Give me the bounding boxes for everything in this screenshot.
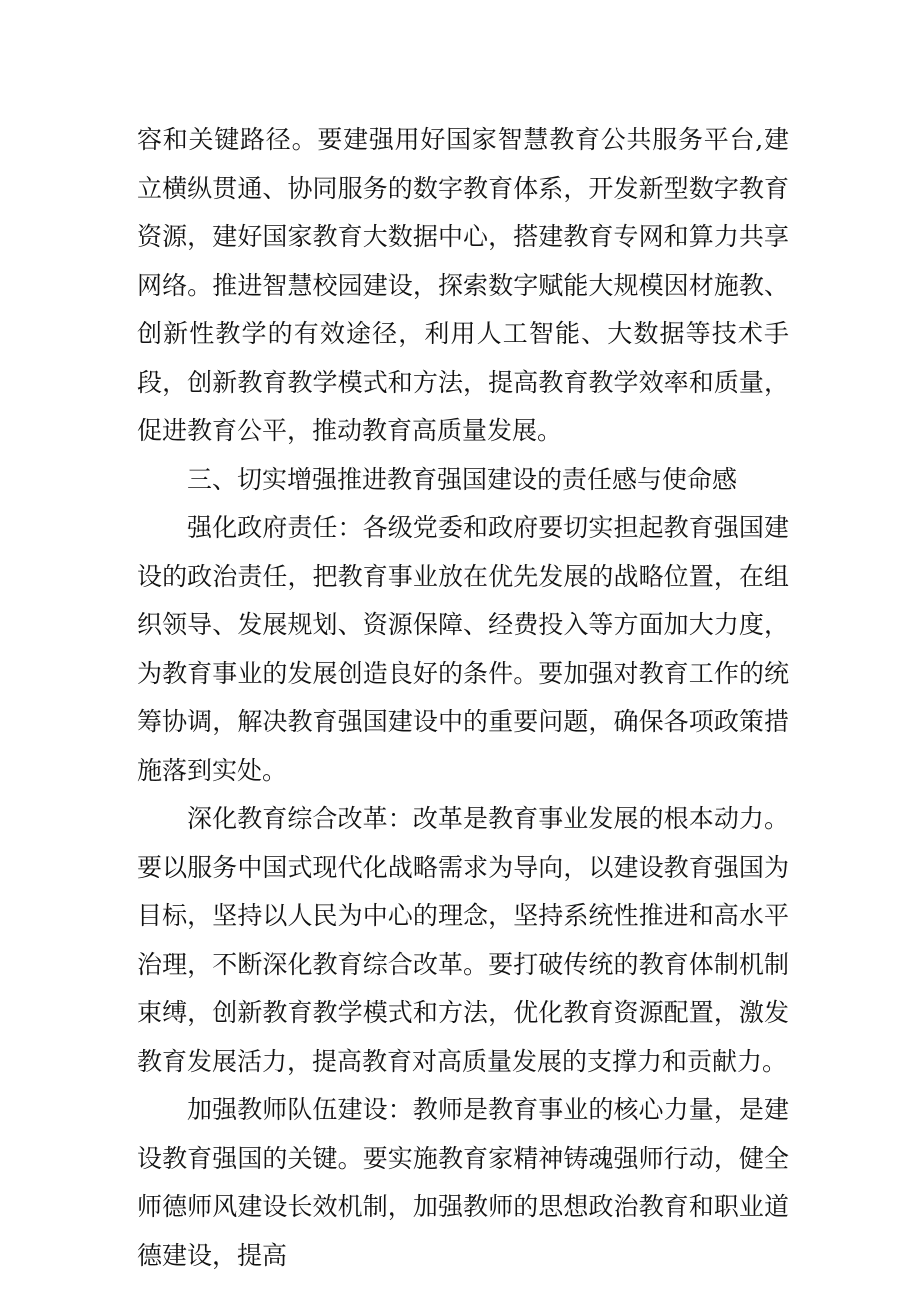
document-body (137, 116, 789, 1280)
section-heading: 三、切实增强推进教育强国建设的责任感与使命感 (187, 464, 738, 494)
paragraph-education-reform: 深化教育综合改革：改革是教育事业发展的根本动力。要以服务中国式现代化战略需求为导向，以建设教育强国为目标，坚持以人民为中心的理念，坚持系统性推进和高水平治理，不断深化教育综合改革。要打破传统的教育体制机制束缚，创新教育教学模式和方法，优化教育资源配置，激发教育发展活力，提高教育对高质量发展的支撑力和贡献力。 (137, 804, 789, 1076)
paragraph-teacher-development: 加强教师队伍建设：教师是教育事业的核心力量，是建设教育强国的关键。要实施教育家精神铸魂强师行动，健全师德师风建设长效机制，加强教师的思想政治教育和职业道德建设，提高 (137, 1095, 789, 1270)
paragraph-continuation: 容和关键路径。要建强用好国家智慧教育公共服务平台,建立横纵贯通、协同服务的数字教育体系，开发新型数字教育资源，建好国家教育大数据中心，搭建教育专网和算力共享网络。推进智慧校园建设，探索数字赋能大规模因材施教、创新性教学的有效途径，利用人工智能、大数据等技术手段，创新教育教学模式和方法，提高教育教学效率和质量，促进教育公平，推动教育高质量发展。 (137, 125, 789, 445)
paragraph-government-responsibility: 强化政府责任：各级党委和政府要切实担起教育强国建设的政治责任，把教育事业放在优先发展的战略位置，在组织领导、发展规划、资源保障、经费投入等方面加大力度，为教育事业的发展创造良好的条件。要加强对教育工作的统筹协调，解决教育强国建设中的重要问题，确保各项政策措施落到实处。 (137, 513, 789, 785)
